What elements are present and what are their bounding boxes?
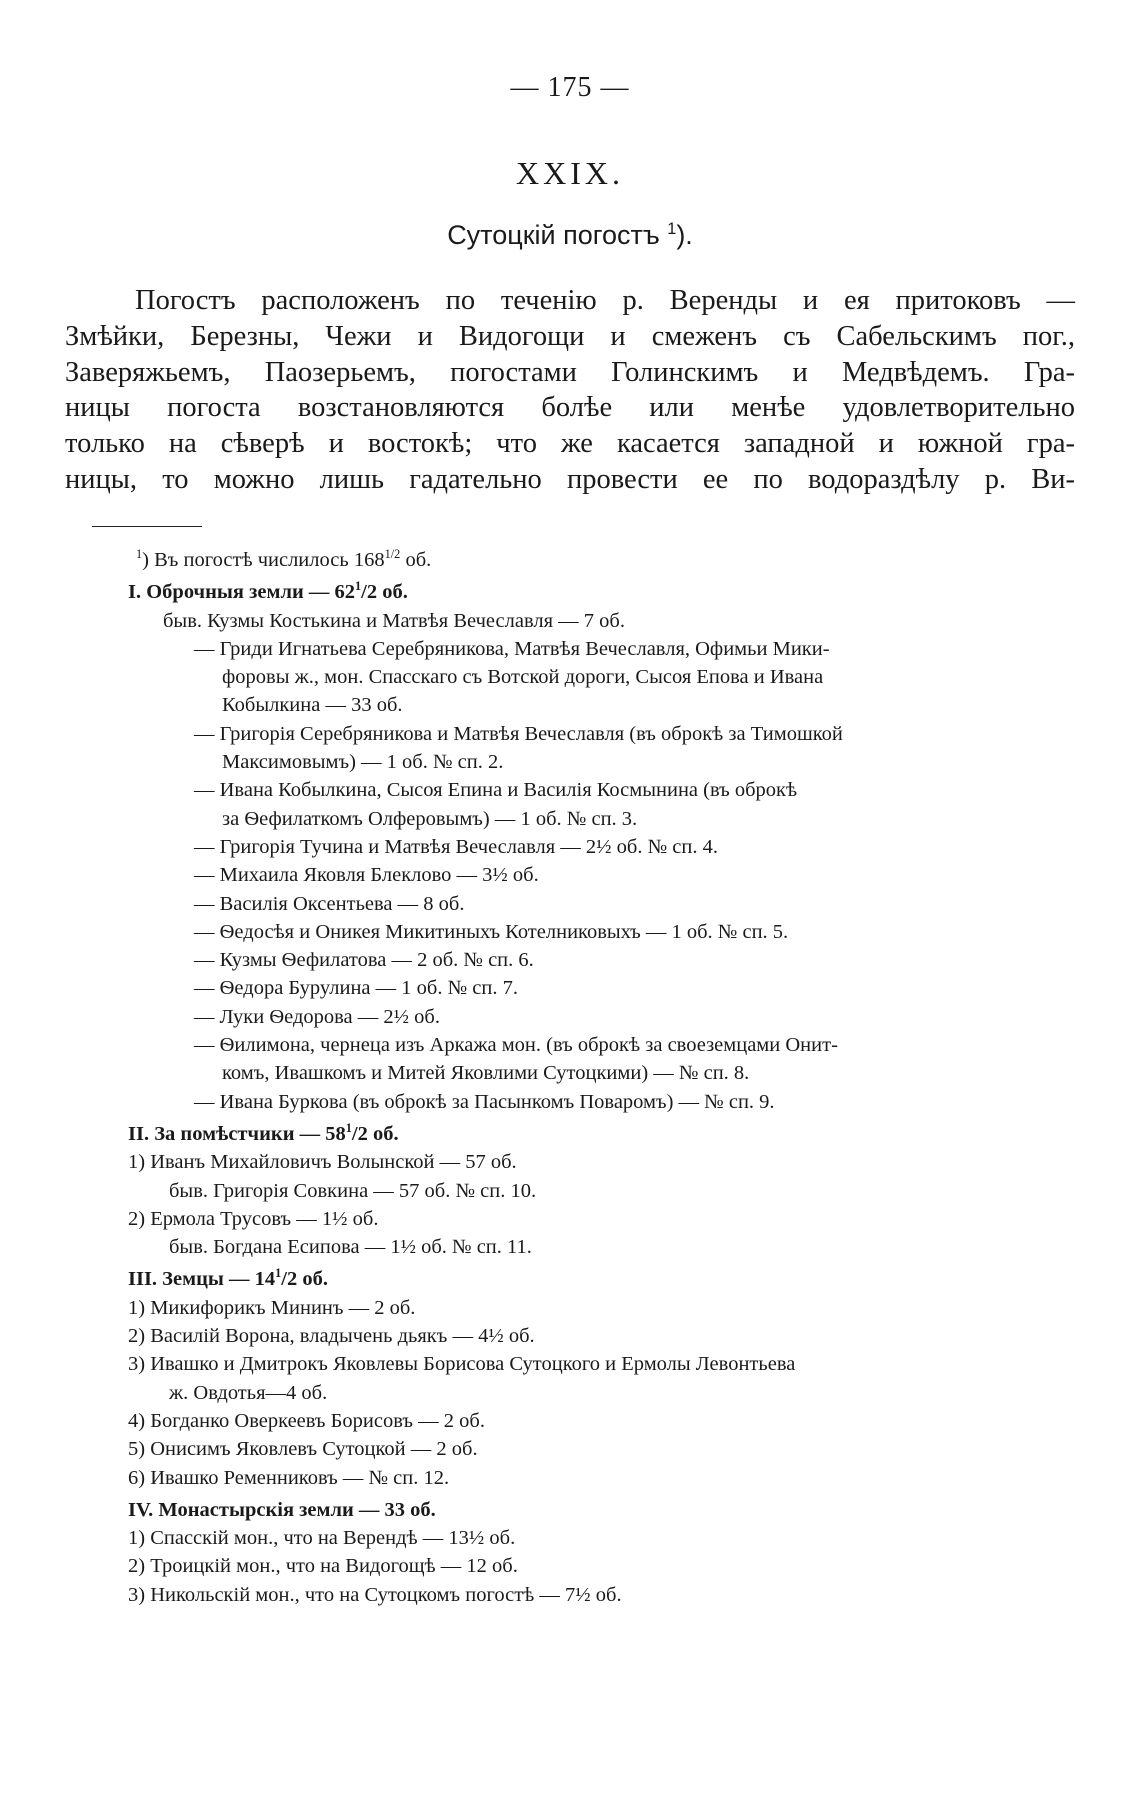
footnote-text: ) Въ погостѣ числилось 168 [142, 549, 385, 571]
section-title-post: об. [297, 1268, 328, 1291]
page-number: — 175 — [510, 72, 630, 103]
list-item: — Ивана Буркова (въ оброкѣ за Пасынкомъ Поваромъ) — № сп. 9. [194, 1090, 775, 1113]
section-title [128, 1492, 1028, 1524]
footnote-frac: 1/2 [384, 547, 401, 562]
section-title-post: об. [367, 1122, 399, 1145]
section-title-sub: /2 [281, 1268, 298, 1291]
intro-line: Змѣйки, Березны, Чежи и Видогощи и смеженъ съ Сабельскимъ пог., [65, 320, 1075, 352]
heading-title: Сутоцкій погостъ [447, 220, 660, 250]
intro-line: Погостъ расположенъ по теченію р. Веренды и ея притоковъ — [135, 285, 1075, 316]
list-item: за Ѳефилаткомъ Олферовымъ) — 1 об. № сп. 3. [222, 807, 638, 830]
section-title-pre: IV. Монастырскія земли — 33 об. [128, 1498, 436, 1521]
list-item: — Ѳилимона, чернеца изъ Аркажа мон. (въ оброкѣ за своеземцами Онит- [194, 1034, 838, 1057]
list-item: 4) Богданко Оверкеевъ Борисовъ — 2 об. [128, 1409, 485, 1432]
list-item: 1) Иванъ Михайловичъ Волынской — 57 об. [128, 1151, 517, 1174]
list-item: 2) Троицкій мон., что на Видогощѣ — 12 об. [128, 1555, 518, 1578]
list-item: — Кузмы Ѳефилатова — 2 об. № сп. 6. [194, 949, 534, 972]
list-item: 2) Василій Ворона, владычень дьякъ — 4½ об. [128, 1325, 535, 1348]
list-item: быв. Богдана Есипова — 1½ об. № сп. 11. [169, 1236, 532, 1259]
footnote-mark: 1 [136, 547, 143, 562]
list-item: — Луки Ѳедорова — 2½ об. [194, 1005, 440, 1028]
list-item: 6) Ивашко Ременниковъ — № сп. 12. [128, 1466, 450, 1489]
section-title-sup: 1 [275, 1266, 282, 1281]
list-item: быв. Григорія Совкина — 57 об. № сп. 10. [169, 1179, 537, 1202]
section-heading [0, 220, 1140, 251]
chapter-number: XXIX. [516, 155, 624, 191]
section-title-pre: II. За помѣстчики — 58 [128, 1122, 346, 1145]
list-item: — Ѳедора Бурулина — 1 об. № сп. 7. [194, 977, 518, 1000]
section-title-sup: 1 [355, 579, 362, 594]
list-item: 5) Онисимъ Яковлевъ Сутоцкой — 2 об. [128, 1438, 478, 1461]
section-title-post: об. [377, 581, 408, 604]
section-title [128, 1261, 1028, 1293]
footnote-line [128, 546, 1028, 574]
intro-paragraph [65, 283, 1075, 498]
intro-line: только на сѣверѣ и востокѣ; что же касается западной и южной гра- [65, 428, 1075, 460]
footnote-rule [92, 526, 202, 527]
list-item: комъ, Ивашкомъ и Митей Яковлими Сутоцкими) — № сп. 8. [222, 1062, 750, 1085]
list-item: — Ѳедосѣя и Оникея Микитиныхъ Котелниковыхъ — 1 об. № сп. 5. [194, 920, 789, 943]
list-item: ж. Овдотья—4 об. [169, 1381, 328, 1404]
list-item: Кобылкина — 33 об. [222, 694, 403, 717]
list-item: 1) Спасскій мон., что на Верендѣ — 13½ об. [128, 1527, 516, 1550]
list-item: — Василія Оксентьева — 8 об. [194, 892, 465, 915]
footnote-tail: об. [400, 549, 432, 571]
footnotes-block [128, 546, 1028, 1609]
intro-line: ницы, то можно лишь гадательно провести ее по водораздѣлу р. Ви- [65, 463, 1075, 495]
section-title-pre: I. Оброчныя земли — 62 [128, 581, 356, 604]
list-item: — Григорія Серебряникова и Матвѣя Вечеславля (въ оброкѣ за Тимошкой [194, 722, 843, 745]
section-title [128, 1116, 1028, 1148]
list-item: форовы ж., мон. Спасскаго съ Вотской дороги, Сысоя Епова и Ивана [222, 666, 824, 689]
section-title-sup: 1 [345, 1121, 352, 1136]
section-title-pre: III. Земцы — 14 [128, 1268, 276, 1291]
list-item: быв. Кузмы Костькина и Матвѣя Вечеславля — 7 об. [163, 609, 625, 632]
list-item: — Ивана Кобылкина, Сысоя Епина и Василія Космынина (въ оброкѣ [194, 779, 798, 802]
section-title-sub: /2 [351, 1122, 368, 1145]
list-item: — Михаила Яковля Блеклово — 3½ об. [194, 864, 539, 887]
intro-line: ницы погоста возстановляются болѣе или менѣе удовлетворительно [65, 392, 1075, 424]
list-item: 3) Никольскій мон., что на Сутоцкомъ погостѣ — 7½ об. [128, 1583, 622, 1606]
list-item: — Гриди Игнатьева Серебряникова, Матвѣя Вечеславля, Офимьи Мики- [194, 637, 830, 660]
heading-note-mark: 1 [667, 220, 677, 238]
intro-line: Заверяжьемъ, Паозерьемъ, погостами Голинскимъ и Медвѣдемъ. Гра- [65, 356, 1075, 388]
heading-tail: ). [676, 220, 693, 250]
list-item: 1) Микифорикъ Мининъ — 2 об. [128, 1296, 416, 1319]
section-title-sub: /2 [361, 581, 378, 604]
list-item: 3) Ивашко и Дмитрокъ Яковлевы Борисова Сутоцкого и Ермолы Левонтьева [128, 1353, 796, 1376]
list-item: 2) Ермола Трусовъ — 1½ об. [128, 1207, 379, 1230]
section-title [128, 574, 1028, 606]
list-item: — Григорія Тучина и Матвѣя Вечеславля — 2½ об. № сп. 4. [194, 835, 718, 858]
list-item: Максимовымъ) — 1 об. № сп. 2. [222, 751, 504, 774]
